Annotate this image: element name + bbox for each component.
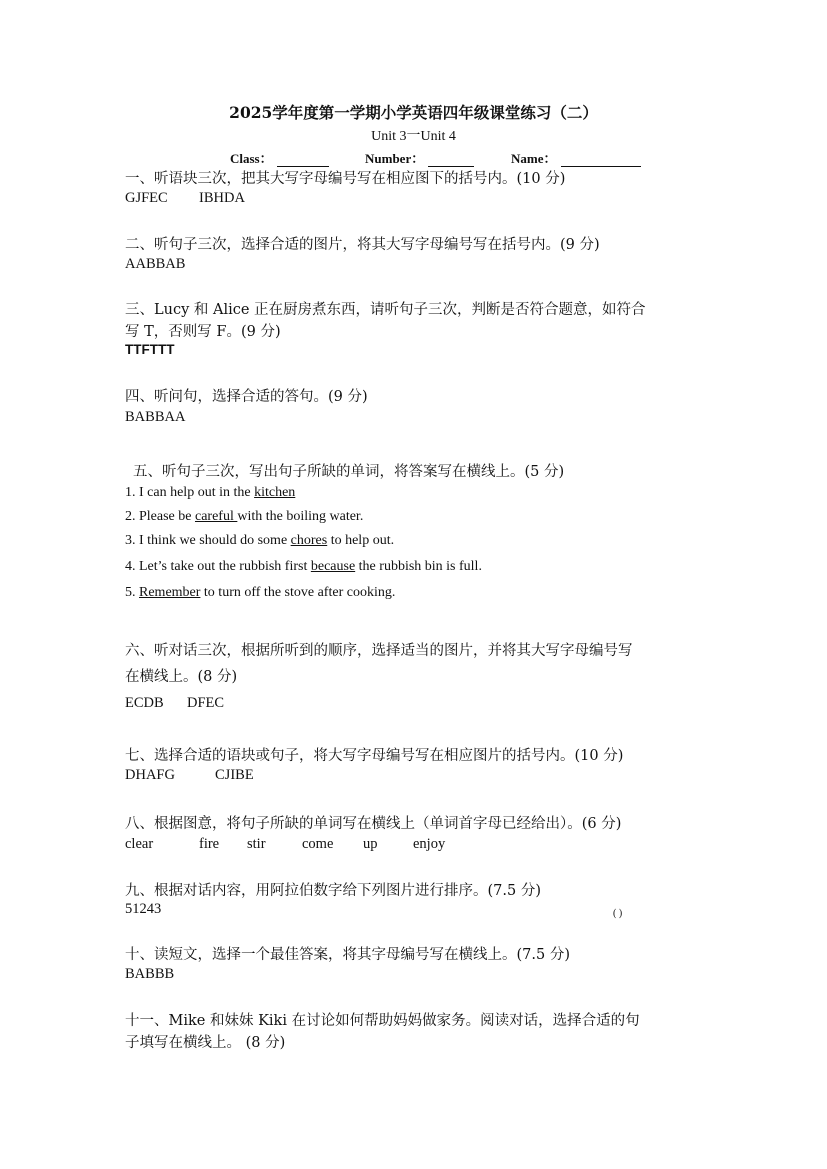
- section-9-paren: ( ): [613, 908, 623, 919]
- section-3-question-line-2: 写 T，否则写 F。(9 分): [125, 324, 281, 340]
- section-8-word: come: [302, 836, 334, 852]
- answer-word: kitchen: [254, 485, 296, 500]
- section-8-word: clear: [125, 836, 154, 852]
- section-1-question: 一、听语块三次，把其大写字母编号写在相应图下的括号内。(10 分): [125, 171, 566, 187]
- section-5-question: 五、听句子三次，写出句子所缺的单词，将答案写在横线上。(5 分): [133, 464, 565, 480]
- section-9-question: 九、根据对话内容，用阿拉伯数字给下列图片进行排序。(7.5 分): [125, 883, 541, 899]
- section-8-word: enjoy: [413, 836, 446, 852]
- section-2-question: 二、听句子三次，选择合适的图片，将其大写字母编号写在括号内。(9 分): [125, 237, 600, 253]
- section-6-answer-2: DFEC: [187, 695, 225, 711]
- section-2-answer: AABBAB: [125, 256, 186, 272]
- section-9-answer: 51243: [125, 901, 162, 917]
- section-8-word: stir: [247, 836, 266, 852]
- name-label: Name：: [511, 151, 557, 166]
- number-label: Number：: [365, 151, 425, 166]
- class-field: [230, 148, 329, 167]
- section-11-question-line-1: 十一、Mike 和妹妹 Kiki 在讨论如何帮助妈妈做家务。阅读对话，选择合适的句: [125, 1013, 640, 1029]
- section-5-item-5: 5. Remember to turn off the stove after cooking.: [125, 585, 396, 600]
- number-field: [365, 148, 474, 167]
- class-blank[interactable]: [277, 154, 329, 167]
- section-5-item-1: 1. I can help out in the kitchen: [125, 485, 296, 500]
- number-blank[interactable]: [428, 154, 474, 167]
- name-field: [511, 148, 641, 167]
- answer-word: careful: [194, 509, 238, 524]
- section-6-question-line-1: 六、听对话三次，根据所听到的顺序，选择适当的图片，并将其大写字母编号写: [125, 643, 633, 659]
- section-7-answer-2: CJIBE: [215, 767, 254, 783]
- section-7-question: 七、选择合适的语块或句子，将大写字母编号写在相应图片的括号内。(10 分): [125, 748, 624, 764]
- section-4-answer: BABBAA: [125, 409, 186, 425]
- section-1-answer-2: IBHDA: [199, 190, 245, 206]
- class-label: Class：: [230, 151, 273, 166]
- section-10-question: 十、读短文，选择一个最佳答案，将其字母编号写在横线上。(7.5 分): [125, 947, 570, 963]
- section-3-question-line-1: 三、Lucy 和 Alice 正在厨房煮东西，请听句子三次，判断是否符合题意，如符合: [125, 302, 646, 318]
- section-3-answer: TTFTTT: [125, 342, 175, 357]
- section-6-answer-1: ECDB: [125, 695, 164, 711]
- answer-word: chores: [290, 533, 328, 548]
- section-5-item-2: 2. Please be careful with the boiling water.: [125, 509, 364, 524]
- answer-word: Remember: [139, 585, 201, 600]
- section-8-word: fire: [199, 836, 220, 852]
- name-blank[interactable]: [561, 154, 641, 167]
- section-5-item-3: 3. I think we should do some chores to help out.: [125, 533, 395, 548]
- section-5-item-4: 4. Let’s take out the rubbish first because the rubbish bin is full.: [125, 559, 482, 574]
- page-title: 2025学年度第一学期小学英语四年级课堂练习（二）: [229, 103, 598, 122]
- section-4-question: 四、听问句，选择合适的答句。(9 分): [125, 389, 368, 405]
- section-10-answer: BABBB: [125, 966, 175, 982]
- section-11-question-line-2: 子填写在横线上。 (8 分): [125, 1035, 286, 1051]
- section-1-answer-1: GJFEC: [125, 190, 168, 206]
- section-6-question-line-2: 在横线上。(8 分): [125, 669, 238, 685]
- section-8-question: 八、根据图意，将句子所缺的单词写在横线上（单词首字母已经给出）。(6 分): [125, 816, 622, 832]
- answer-word: because: [310, 559, 356, 574]
- section-7-answer-1: DHAFG: [125, 767, 175, 783]
- page-subtitle: Unit 3一Unit 4: [371, 129, 456, 144]
- section-8-word: up: [363, 836, 378, 852]
